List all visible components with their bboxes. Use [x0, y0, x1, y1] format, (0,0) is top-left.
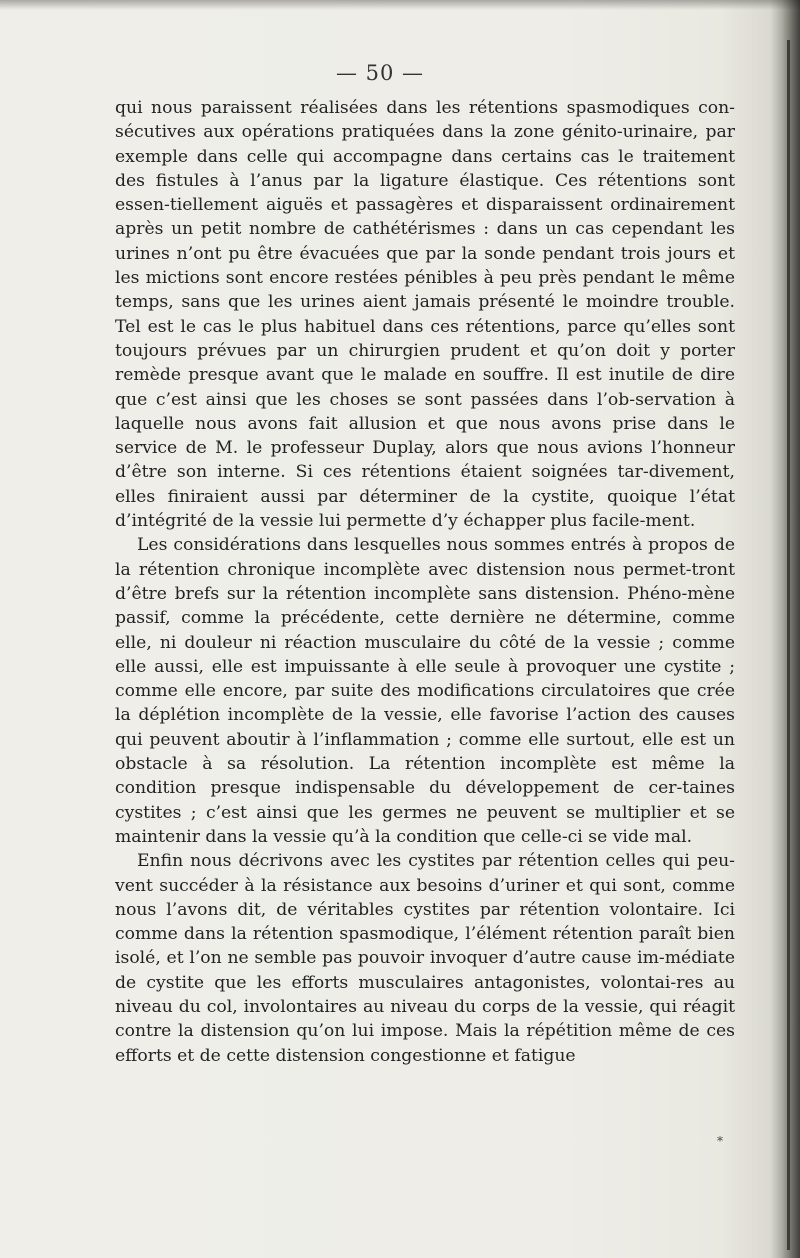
paragraph-1: qui nous paraissent réalisées dans les rétentions spasmodiques con-sécutives aux opérations pratiquées dans la zone génito-urinaire, par exemple dans celle qui accompagne dans certains cas le traitement des fistules à l’anus par la ligature élastique. Ces rétentions sont essen-tiellement aiguës et passagères et disparaissent ordinairement après un petit nombre de cathétérismes : dans un cas cependant les urines n’ont pu être évacuées que par la sonde pendant trois jours et les mictions sont encore restées pénibles à peu près pendant le même temps, sans que les urines aient jamais présenté le moindre trouble. Tel est le cas le plus habituel dans ces rétentions, parce qu’elles sont toujours prévues par un chirurgien prudent et qu’on doit y porter remède presque avant que le malade en souffre. Il est inutile de dire que c’est ainsi que les choses se sont passées dans l’ob-servation à laquelle nous avons fait allusion et que nous avons prise dans le service de M. le professeur Duplay, alors que nous avions l’honneur d’être son interne. Si ces rétentions étaient soignées tar-divement, elles finiraient aussi par déterminer de la cystite, quoique l’état d’intégrité de la vessie lui permette d’y échapper plus facile-ment.	[115, 98, 735, 532]
page-number: — 50 —	[335, 61, 425, 85]
binding-edge	[770, 0, 800, 1258]
binding-line	[787, 40, 790, 1250]
body-text	[115, 96, 735, 1068]
top-shadow	[0, 0, 800, 10]
footer-mark: *	[717, 1134, 723, 1148]
paragraph-2: Les considérations dans lesquelles nous sommes entrés à propos de la rétention chronique incomplète avec distension nous permet-tront d’être brefs sur la rétention incomplète sans distension. Phéno-mène passif, comme la précédente, cette dernière ne détermine, comme elle, ni douleur ni réaction musculaire du côté de la vessie ; comme elle aussi, elle est impuissante à elle seule à provoquer une cystite ; comme elle encore, par suite des modifications circulatoires que crée la déplétion incomplète de la vessie, elle favorise l’action des causes qui peuvent aboutir à l’inflammation ; comme elle surtout, elle est un obstacle à sa résolution. La rétention incomplète est même la condition presque indispensable du développement de cer-taines cystites ; c’est ainsi que les germes ne peuvent se multiplier et se maintenir dans la vessie qu’à la condition que celle-ci se vide mal.	[115, 535, 735, 847]
paragraph-3: Enfin nous décrivons avec les cystites par rétention celles qui peu-vent succéder à la résistance aux besoins d’uriner et qui sont, comme nous l’avons dit, de véritables cystites par rétention volontaire. Ici comme dans la rétention spasmodique, l’élément rétention paraît bien isolé, et l’on ne semble pas pouvoir invoquer d’autre cause im-médiate de cystite que les efforts musculaires antagonistes, volontai-res au niveau du col, involontaires au niveau du corps de la vessie, qui réagit contre la distension qu’on lui impose. Mais la répétition même de ces efforts et de cette distension congestionne et fatigue	[115, 851, 735, 1066]
